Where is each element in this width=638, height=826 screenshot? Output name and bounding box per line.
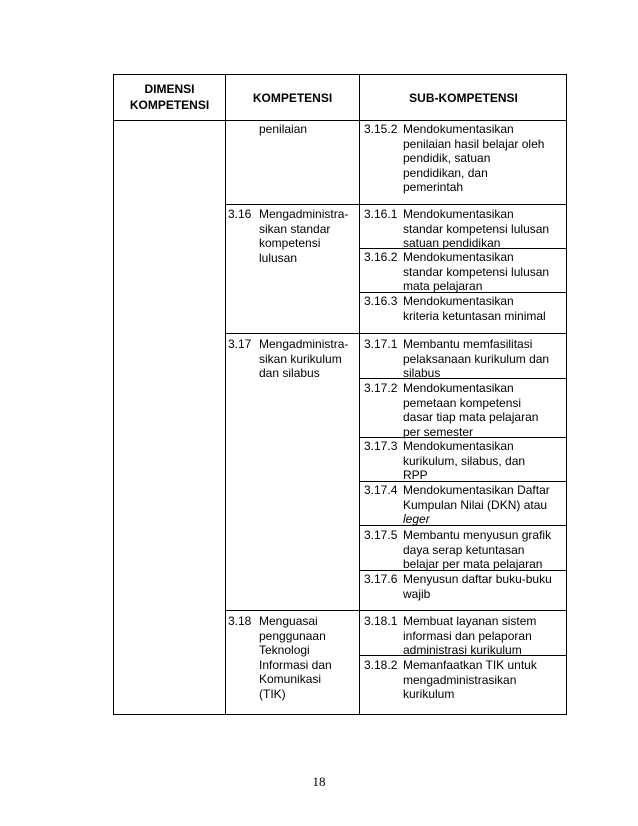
col-divider-2 bbox=[359, 75, 360, 714]
sub-number: 3.17.2 bbox=[364, 381, 398, 395]
sub-text: Mendokumentasikan kriteria ketuntasan minimal bbox=[403, 294, 546, 323]
kompetensi-number: 3.18 bbox=[228, 614, 252, 628]
kompetensi-text: Mengadministra- sikan kurikulum dan silabus bbox=[259, 337, 349, 381]
sub-text-italic: leger bbox=[403, 512, 430, 527]
row-divider-318 bbox=[225, 610, 566, 611]
sub-number: 3.17.6 bbox=[364, 572, 398, 586]
sub-number: 3.18.1 bbox=[364, 614, 398, 628]
sub-text: Mendokumentasikan penilaian hasil belajar oleh pendidik, satuan pendidikan, dan pemerintah bbox=[403, 122, 545, 195]
row-divider-316 bbox=[225, 204, 566, 205]
kompetensi-text: penilaian bbox=[259, 122, 308, 136]
sub-number: 3.16.1 bbox=[364, 207, 398, 221]
sub-number: 3.16.2 bbox=[364, 250, 398, 264]
kompetensi-number: 3.17 bbox=[228, 337, 252, 351]
competency-table bbox=[113, 74, 567, 715]
sub-text: Mendokumentasikan standar kompetensi lulusan mata pelajaran bbox=[403, 250, 550, 294]
sub-number: 3.17.3 bbox=[364, 439, 398, 453]
header-sub-kompetensi: SUB-KOMPETENSI bbox=[409, 91, 518, 105]
sub-text: Mendokumentasikan standar kompetensi lulusan satuan pendidikan bbox=[403, 207, 550, 251]
page-number: 18 bbox=[312, 774, 326, 789]
sub-text: Mendokumentasikan pemetaan kompetensi dasar tiap mata pelajaran per semester bbox=[403, 381, 539, 439]
sub-divider-3175 bbox=[359, 525, 566, 526]
sub-number: 3.18.2 bbox=[364, 658, 398, 672]
header-dimensi: DIMENSI KOMPETENSI bbox=[129, 82, 210, 112]
sub-number: 3.17.4 bbox=[364, 483, 398, 497]
sub-text: Membuat layanan sistem informasi dan pelaporan administrasi kurikulum bbox=[403, 614, 537, 658]
kompetensi-number: 3.16 bbox=[228, 207, 252, 221]
sub-text: Mendokumentasikan kurikulum, silabus, dan RPP bbox=[403, 439, 526, 483]
row-divider-317 bbox=[225, 333, 566, 334]
sub-number: 3.15.2 bbox=[364, 122, 398, 136]
sub-text: Membantu memfasilitasi pelaksanaan kurikulum dan silabus bbox=[403, 337, 550, 381]
sub-number: 3.17.1 bbox=[364, 337, 398, 351]
header-kompetensi: KOMPETENSI bbox=[252, 91, 333, 105]
sub-number: 3.16.3 bbox=[364, 294, 398, 308]
sub-text: Memanfaatkan TIK untuk mengadministrasikan kurikulum bbox=[403, 658, 537, 702]
sub-text: Menyusun daftar buku-buku wajib bbox=[403, 572, 552, 601]
sub-text: Mendokumentasikan Daftar Kumpulan Nilai (DKN) atau bbox=[403, 483, 550, 512]
kompetensi-text: Mengadministra- sikan standar kompetensi lulusan bbox=[259, 207, 349, 265]
sub-text: Membantu menyusun grafik daya serap ketuntasan belajar per mata pelajaran bbox=[403, 528, 552, 572]
header-divider bbox=[114, 120, 566, 121]
sub-number: 3.17.5 bbox=[364, 528, 398, 542]
col-divider-1 bbox=[225, 75, 226, 714]
kompetensi-text: Menguasai penggunaan Teknologi Informasi dan Komunikasi (TIK) bbox=[259, 614, 332, 701]
